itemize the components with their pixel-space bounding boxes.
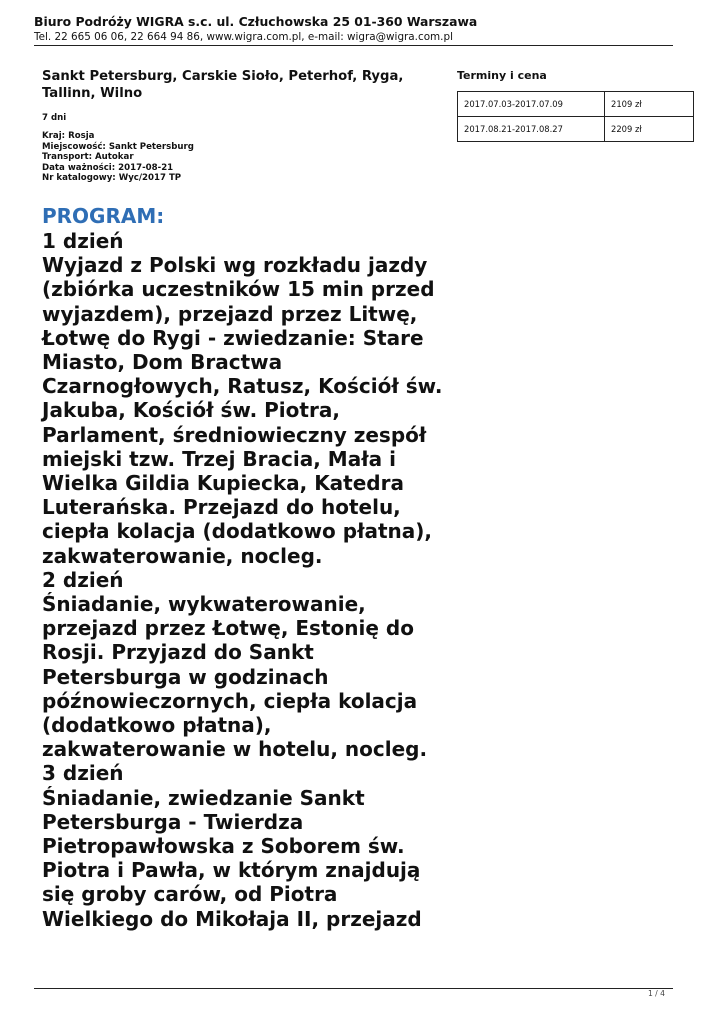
program-line: się groby carów, od Piotra — [42, 882, 338, 907]
program-day-heading: 2 dzień — [42, 567, 124, 592]
program-line: zakwaterowanie w hotelu, nocleg. — [42, 737, 428, 762]
detail-transport: Transport: Autokar — [42, 152, 134, 162]
program-line: ciepła kolacja (dodatkowo płatna), — [42, 519, 433, 544]
page-number: 1 / 4 — [647, 989, 665, 998]
program-line: Wielkiego do Mikołaja II, przejazd — [42, 906, 422, 931]
program-line: Petersburga w godzinach — [42, 664, 329, 689]
program-line: Śniadanie, wykwaterowanie, — [42, 592, 366, 616]
footer-divider — [34, 988, 673, 989]
program-heading: PROGRAM: — [42, 204, 165, 228]
table-row — [458, 92, 694, 117]
company-name: Biuro Podróży WIGRA s.c. ul. Człuchowska 25 01-360 Warszawa — [34, 14, 478, 29]
program-line: zakwaterowanie, nocleg. — [42, 543, 323, 568]
program-day-heading: 1 dzień — [42, 229, 124, 253]
detail-place: Miejscowość: Sankt Petersburg — [42, 141, 194, 152]
program-line: Wielka Gildia Kupiecka, Katedra — [42, 471, 404, 495]
company-contact: Tel. 22 665 06 06, 22 664 94 86, www.wigra.com.pl, e-mail: wigra@wigra.com.pl — [34, 31, 453, 43]
detail-country: Kraj: Rosja — [42, 131, 95, 141]
program-line: Rosji. Przyjazd do Sankt — [42, 640, 314, 665]
program-line: Jakuba, Kościół św. Piotra, — [42, 398, 340, 423]
program-line: wyjazdem), przejazd przez Litwę, — [42, 301, 418, 326]
dates-and-prices — [457, 68, 694, 142]
terms-table — [457, 91, 694, 142]
program-day-heading: 3 dzień — [42, 761, 124, 786]
program-line: Piotra i Pawła, w którym znajdują — [42, 858, 421, 883]
trip-duration: 7 dni — [42, 113, 67, 123]
term-dates: 2017.07.03-2017.07.09 — [458, 92, 605, 117]
trip-summary — [42, 68, 442, 184]
program-line: Luterańska. Przejazd do hotelu, — [42, 495, 401, 520]
program-line: Śniadanie, zwiedzanie Sankt — [42, 785, 365, 810]
trip-title: Sankt Petersburg, Carskie Sioło, Peterhof, Ryga, Tallinn, Wilno — [42, 69, 404, 101]
program-line: Czarnogłowych, Ratusz, Kościół św. — [42, 374, 443, 399]
term-price: 2109 zł — [605, 92, 694, 117]
term-dates: 2017.08.21-2017.08.27 — [458, 117, 605, 142]
program-line: miejski tzw. Trzej Bracia, Mała i — [42, 446, 396, 471]
letterhead — [34, 14, 674, 44]
term-price: 2209 zł — [605, 117, 694, 142]
program-line: (zbiórka uczestników 15 min przed — [42, 277, 435, 302]
program-line: Pietropawłowska z Soborem św. — [42, 834, 405, 858]
program-line: przejazd przez Łotwę, Estonię do — [42, 616, 414, 641]
program-line: Petersburga - Twierdza — [42, 809, 304, 834]
program-line: Wyjazd z Polski wg rozkładu jazdy — [42, 253, 428, 278]
detail-catalog-number: Nr katalogowy: Wyc/2017 TP — [42, 173, 182, 183]
program-line: późnowieczornych, ciepła kolacja — [42, 688, 418, 713]
trip-details — [42, 131, 442, 184]
detail-validity: Data ważności: 2017-08-21 — [42, 162, 174, 173]
table-row — [458, 117, 694, 142]
program-line: Miasto, Dom Bractwa — [42, 350, 283, 374]
program-line: Łotwę do Rygi - zwiedzanie: Stare — [42, 325, 424, 350]
program-line: (dodatkowo płatna), — [42, 713, 272, 737]
header-divider — [34, 45, 673, 46]
program-line: Parlament, średniowieczny zespół — [42, 422, 427, 447]
terms-title: Terminy i cena — [457, 69, 547, 82]
